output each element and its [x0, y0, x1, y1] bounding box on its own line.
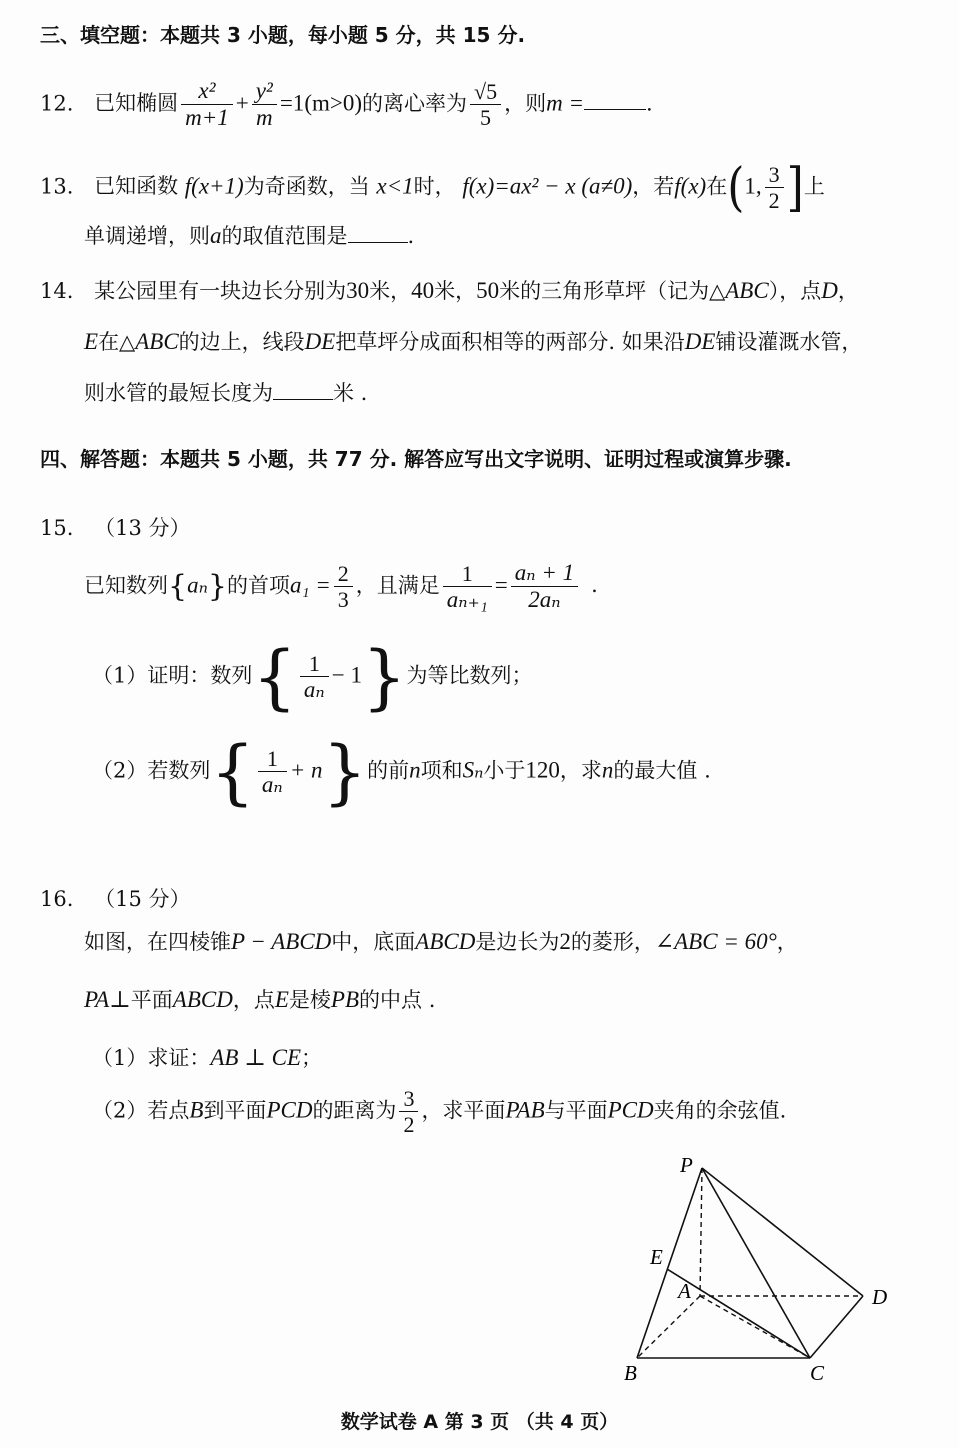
q16-p2-e: ，求平面 — [421, 1098, 506, 1123]
edge-pa-hidden — [700, 1168, 702, 1296]
q14-text-l2a: 在△ — [98, 330, 136, 354]
q14-text-a: 某公园里有一块边长分别为 — [94, 279, 347, 303]
q16-side: 2 — [559, 929, 571, 954]
q13-a: a — [210, 223, 222, 248]
q15-an: aₙ — [187, 572, 208, 598]
q15-limit: 120 — [525, 757, 560, 783]
edge-pd — [702, 1168, 863, 1296]
page-footer: 数学试卷 A 第 3 页 （共 4 页） — [340, 1411, 619, 1433]
q15-part-2: （2）若数列{ $\frac{1}{\text{aₙ}}$ + n}的前n项和Sₙ小于120，求n的最大值 . — [92, 731, 711, 813]
q15-p1-label: （1）证明：数列 — [92, 663, 253, 688]
q16-part-2 — [92, 1086, 786, 1138]
q16-base: ABCD — [415, 929, 476, 954]
label-d: D — [872, 1285, 888, 1309]
q13-text-b: 为奇函数，当 — [243, 174, 370, 199]
q15-p2-tail: + n — [289, 757, 323, 783]
q12-frac1: $\frac{\text{x²}}{m+1}$ — [181, 78, 233, 132]
q16-l2f: 的中点 . — [359, 988, 436, 1012]
label-c: C — [810, 1361, 825, 1385]
q14-text-c: 米， — [434, 279, 477, 303]
q14-segment-de: DE — [304, 329, 336, 354]
q12-number: 12. — [40, 91, 74, 116]
q12-answer-blank[interactable] — [584, 91, 646, 110]
q13-text-d: ，若 — [632, 174, 675, 199]
q14-text-l3b: 米 . — [333, 381, 368, 405]
q14-line3 — [84, 381, 367, 404]
q13-line2-end: 的取值范围是 — [221, 224, 348, 248]
q16-pcd: PCD — [266, 1097, 313, 1123]
q14-text-e: ），点 — [768, 279, 822, 303]
q15-intro-a: 已知数列 — [84, 573, 168, 598]
pyramid-figure — [620, 1148, 910, 1388]
q13-text-e: 在 — [706, 174, 728, 199]
label-b: B — [624, 1361, 637, 1385]
q15-recurrence-eq: = — [494, 572, 508, 598]
q13-fx: f(x) — [674, 173, 707, 199]
q16-p1-end: ； — [301, 1046, 322, 1070]
q16-p2-label: （2）若点 — [92, 1098, 190, 1123]
q16-l2c: ，点 — [232, 988, 275, 1012]
q16-p1-expr: AB ⊥ CE — [210, 1045, 301, 1070]
q13-interval-open: ( — [727, 156, 745, 218]
q15-recurrence-left: $\frac{1}{\text{aₙ₊₁}}$ — [443, 561, 492, 614]
q16-line2 — [84, 988, 435, 1011]
edge-ab-hidden — [637, 1296, 700, 1358]
q15-p2-a: 的前 — [367, 758, 410, 783]
q13-line2: 单调递增，则a的取值范围是 . — [84, 223, 415, 248]
q15-a1: a₁ = — [290, 572, 331, 598]
q16-part-1 — [92, 1046, 322, 1069]
q16-l1d: 的菱形， — [570, 930, 655, 954]
question-12: 12. 已知椭圆 $\frac{\text{x²}}{m+1}$ + $\frac{\text{y²}}{m}$ =1(m>0)的离心率为 $\frac{√5}{5}$ ，则m = . — [40, 78, 653, 131]
edge-pb — [637, 1168, 702, 1358]
q16-number: 16. — [40, 887, 74, 911]
question-13 — [40, 156, 825, 218]
q15-n: n — [409, 757, 421, 783]
q16-p1-label: （1）求证： — [92, 1046, 211, 1070]
q13-interval-frac: $\frac{3}{2}$ — [765, 162, 784, 214]
q14-side3: 50 — [476, 278, 500, 303]
question-14 — [40, 279, 859, 302]
q16-l1e: ， — [776, 930, 798, 954]
q15-p2-e: 的最大值 . — [613, 758, 711, 783]
section-4-header: 四、解答题：本题共 5 小题，共 77 分. 解答应写出文字说明、证明过程或演算步骤. — [40, 447, 792, 471]
q16-point-e: E — [274, 987, 289, 1012]
q14-answer-blank[interactable] — [273, 381, 333, 400]
q13-interval-left: 1, — [744, 173, 762, 199]
q16-p2-c: 到平面 — [203, 1098, 267, 1123]
q13-interval-close: ] — [786, 156, 804, 218]
q16-point-b: B — [189, 1097, 204, 1123]
label-a: A — [678, 1279, 691, 1303]
q14-segment-de-2: DE — [684, 329, 716, 354]
q16-p2-f: 与平面 — [544, 1098, 608, 1123]
question-15-heading — [40, 518, 191, 539]
q14-triangle: ABC — [725, 278, 769, 303]
q15-sn: Sₙ — [462, 757, 484, 783]
q16-l2b: 平面 — [130, 988, 173, 1012]
q15-recurrence-end: . — [591, 573, 598, 598]
q13-text-c: 时， — [413, 174, 456, 199]
q16-base-2: ABCD — [172, 987, 233, 1012]
q14-text-l2b: 的边上，线段 — [178, 330, 305, 354]
label-e: E — [650, 1245, 663, 1269]
question-16-heading — [40, 889, 191, 910]
q15-intro-c: ，且满足 — [355, 573, 440, 598]
q15-recurrence-right: $\frac{\text{aₙ + 1}}{\text{2aₙ}}$ — [511, 560, 578, 614]
q14-triangle-2: ABC — [135, 329, 179, 354]
q15-a1-frac: $\frac{2}{3}$ — [334, 561, 353, 613]
q16-pb: PB — [330, 987, 360, 1012]
q13-cond: x<1 — [376, 173, 414, 199]
q16-line1 — [84, 930, 798, 953]
q14-text-d: 米的三角形草坪（记为△ — [499, 279, 726, 303]
q13-number: 13. — [40, 174, 74, 199]
q15-p2-c: 小于 — [483, 758, 526, 783]
q13-text-a: 已知函数 — [94, 174, 179, 199]
q13-answer-blank[interactable] — [348, 224, 408, 243]
q15-number: 15. — [40, 516, 74, 540]
q14-text-l2c: 把草坪分成面积相等的两部分. 如果沿 — [335, 330, 685, 354]
q15-p2-frac: $\frac{1}{\text{aₙ}}$ — [258, 746, 287, 799]
q12-ask: m = — [546, 90, 584, 116]
q15-part-1: （1）证明：数列{ $\frac{1}{\text{aₙ}}$ − 1}为等比数列； — [92, 636, 533, 718]
q16-score: （15 分） — [94, 887, 191, 911]
q15-p1-frac: $\frac{1}{\text{aₙ}}$ — [300, 651, 329, 704]
q15-intro: 已知数列{aₙ}的首项a₁ = $\frac{2}{3}$ ，且满足 $\frac{1}{\text{aₙ₊₁}}$ = $\frac{\text{aₙ + 1}}{\text{2aₙ}}$ . — [84, 560, 598, 613]
label-p: P — [680, 1153, 693, 1177]
q16-distance-frac: $\frac{3}{2}$ — [399, 1086, 418, 1138]
q15-p2-b: 项和 — [420, 758, 463, 783]
q15-p2-label: （2）若数列 — [92, 758, 211, 783]
q13-line2-text: 单调递增，则 — [84, 224, 210, 248]
q15-score: （13 分） — [94, 516, 191, 540]
q12-frac2: $\frac{\text{y²}}{m}$ — [252, 78, 277, 132]
q16-p2-d: 的距离为 — [312, 1098, 397, 1123]
q14-side2: 40 — [411, 278, 435, 303]
q12-text-end: ，则 — [504, 91, 547, 116]
q14-side1: 30 — [346, 278, 370, 303]
q12-plus: + — [235, 90, 249, 116]
q16-p2-g: 夹角的余弦值. — [653, 1098, 787, 1123]
q12-eq: =1 — [279, 90, 305, 116]
section-3-header: 三、填空题：本题共 3 小题，每小题 5 分，共 15 分. — [40, 23, 526, 47]
q16-pcd-2: PCD — [607, 1097, 654, 1123]
q15-n-2: n — [601, 757, 614, 783]
q16-l1a: 如图，在四棱锥 — [84, 930, 231, 954]
q14-text-l2d: 铺设灌溉水管， — [715, 330, 863, 354]
q16-l1b: 中，底面 — [331, 930, 416, 954]
q13-fx1: f(x+1) — [184, 173, 244, 199]
q15-p1-end: 为等比数列； — [406, 663, 533, 688]
q14-line2 — [84, 330, 862, 353]
q16-angle: ∠ABC = 60° — [654, 929, 777, 954]
q13-expr: f(x)=ax² − x (a≠0) — [462, 173, 633, 199]
q15-intro-b: 的首项 — [227, 573, 291, 598]
q14-text-f: ， — [837, 279, 859, 303]
edge-ac-hidden — [700, 1296, 810, 1358]
q14-point-e: E — [84, 329, 99, 354]
q16-l1c: 是边长为 — [475, 930, 560, 954]
q16-pab: PAB — [505, 1097, 545, 1123]
q16-pyramid: P − ABCD — [231, 929, 332, 954]
q12-text-mid: 的离心率为 — [362, 91, 467, 116]
q14-text-l3a: 则水管的最短长度为 — [84, 381, 273, 405]
q15-p1-tail: − 1 — [331, 662, 362, 688]
q14-point-d: D — [821, 278, 838, 303]
edge-cd — [810, 1296, 863, 1358]
q13-text-f: 上 — [803, 174, 825, 199]
q16-l2d: 是棱 — [288, 988, 331, 1012]
q15-p2-d: ，求 — [559, 758, 602, 783]
q12-eccentricity: $\frac{√5}{5}$ — [470, 79, 501, 131]
q16-pa: PA — [84, 987, 110, 1012]
q12-cond: (m>0) — [304, 90, 362, 116]
q16-perp: ⊥ — [109, 987, 131, 1012]
q14-text-b: 米， — [369, 279, 412, 303]
q12-text: 已知椭圆 — [94, 91, 179, 116]
edge-pc — [702, 1168, 810, 1358]
q14-number: 14. — [40, 279, 74, 303]
